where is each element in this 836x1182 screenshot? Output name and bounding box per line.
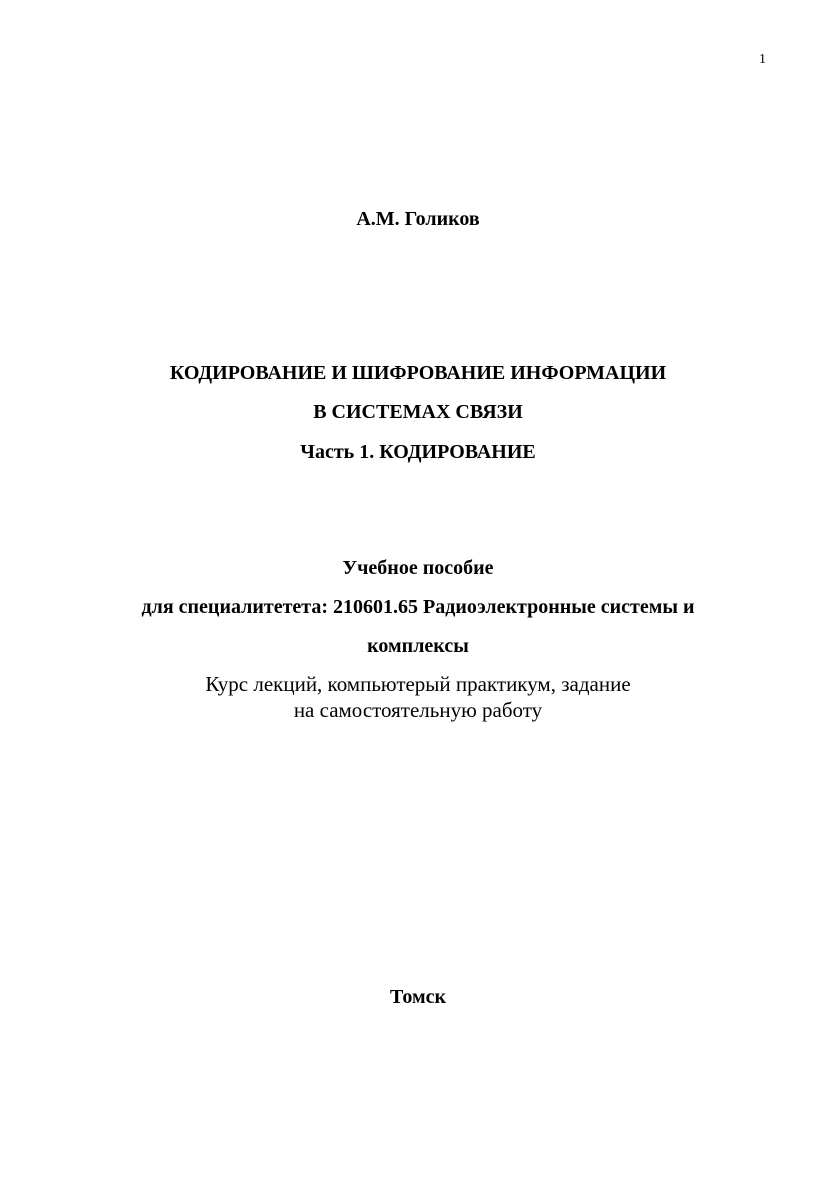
title-part: Часть 1. КОДИРОВАНИЕ xyxy=(300,441,536,463)
specialty-line-1: для специалитетета: 210601.65 Радиоэлектронные системы и xyxy=(141,596,695,618)
document-type: Учебное пособие xyxy=(342,557,494,579)
publication-city: Томск xyxy=(389,986,447,1008)
title-line-2: В СИСТЕМАХ СВЯЗИ xyxy=(313,401,523,423)
page-number: 1 xyxy=(759,52,766,67)
title-line-1: КОДИРОВАНИЕ И ШИФРОВАНИЕ ИНФОРМАЦИИ xyxy=(169,362,667,384)
contents-line-1: Курс лекций, компьютерый практикум, задание xyxy=(205,672,631,696)
specialty-line-2: комплексы xyxy=(367,635,469,657)
author-name: А.М. Голиков xyxy=(356,208,480,230)
contents-line-2: на самостоятельную работу xyxy=(293,698,543,722)
